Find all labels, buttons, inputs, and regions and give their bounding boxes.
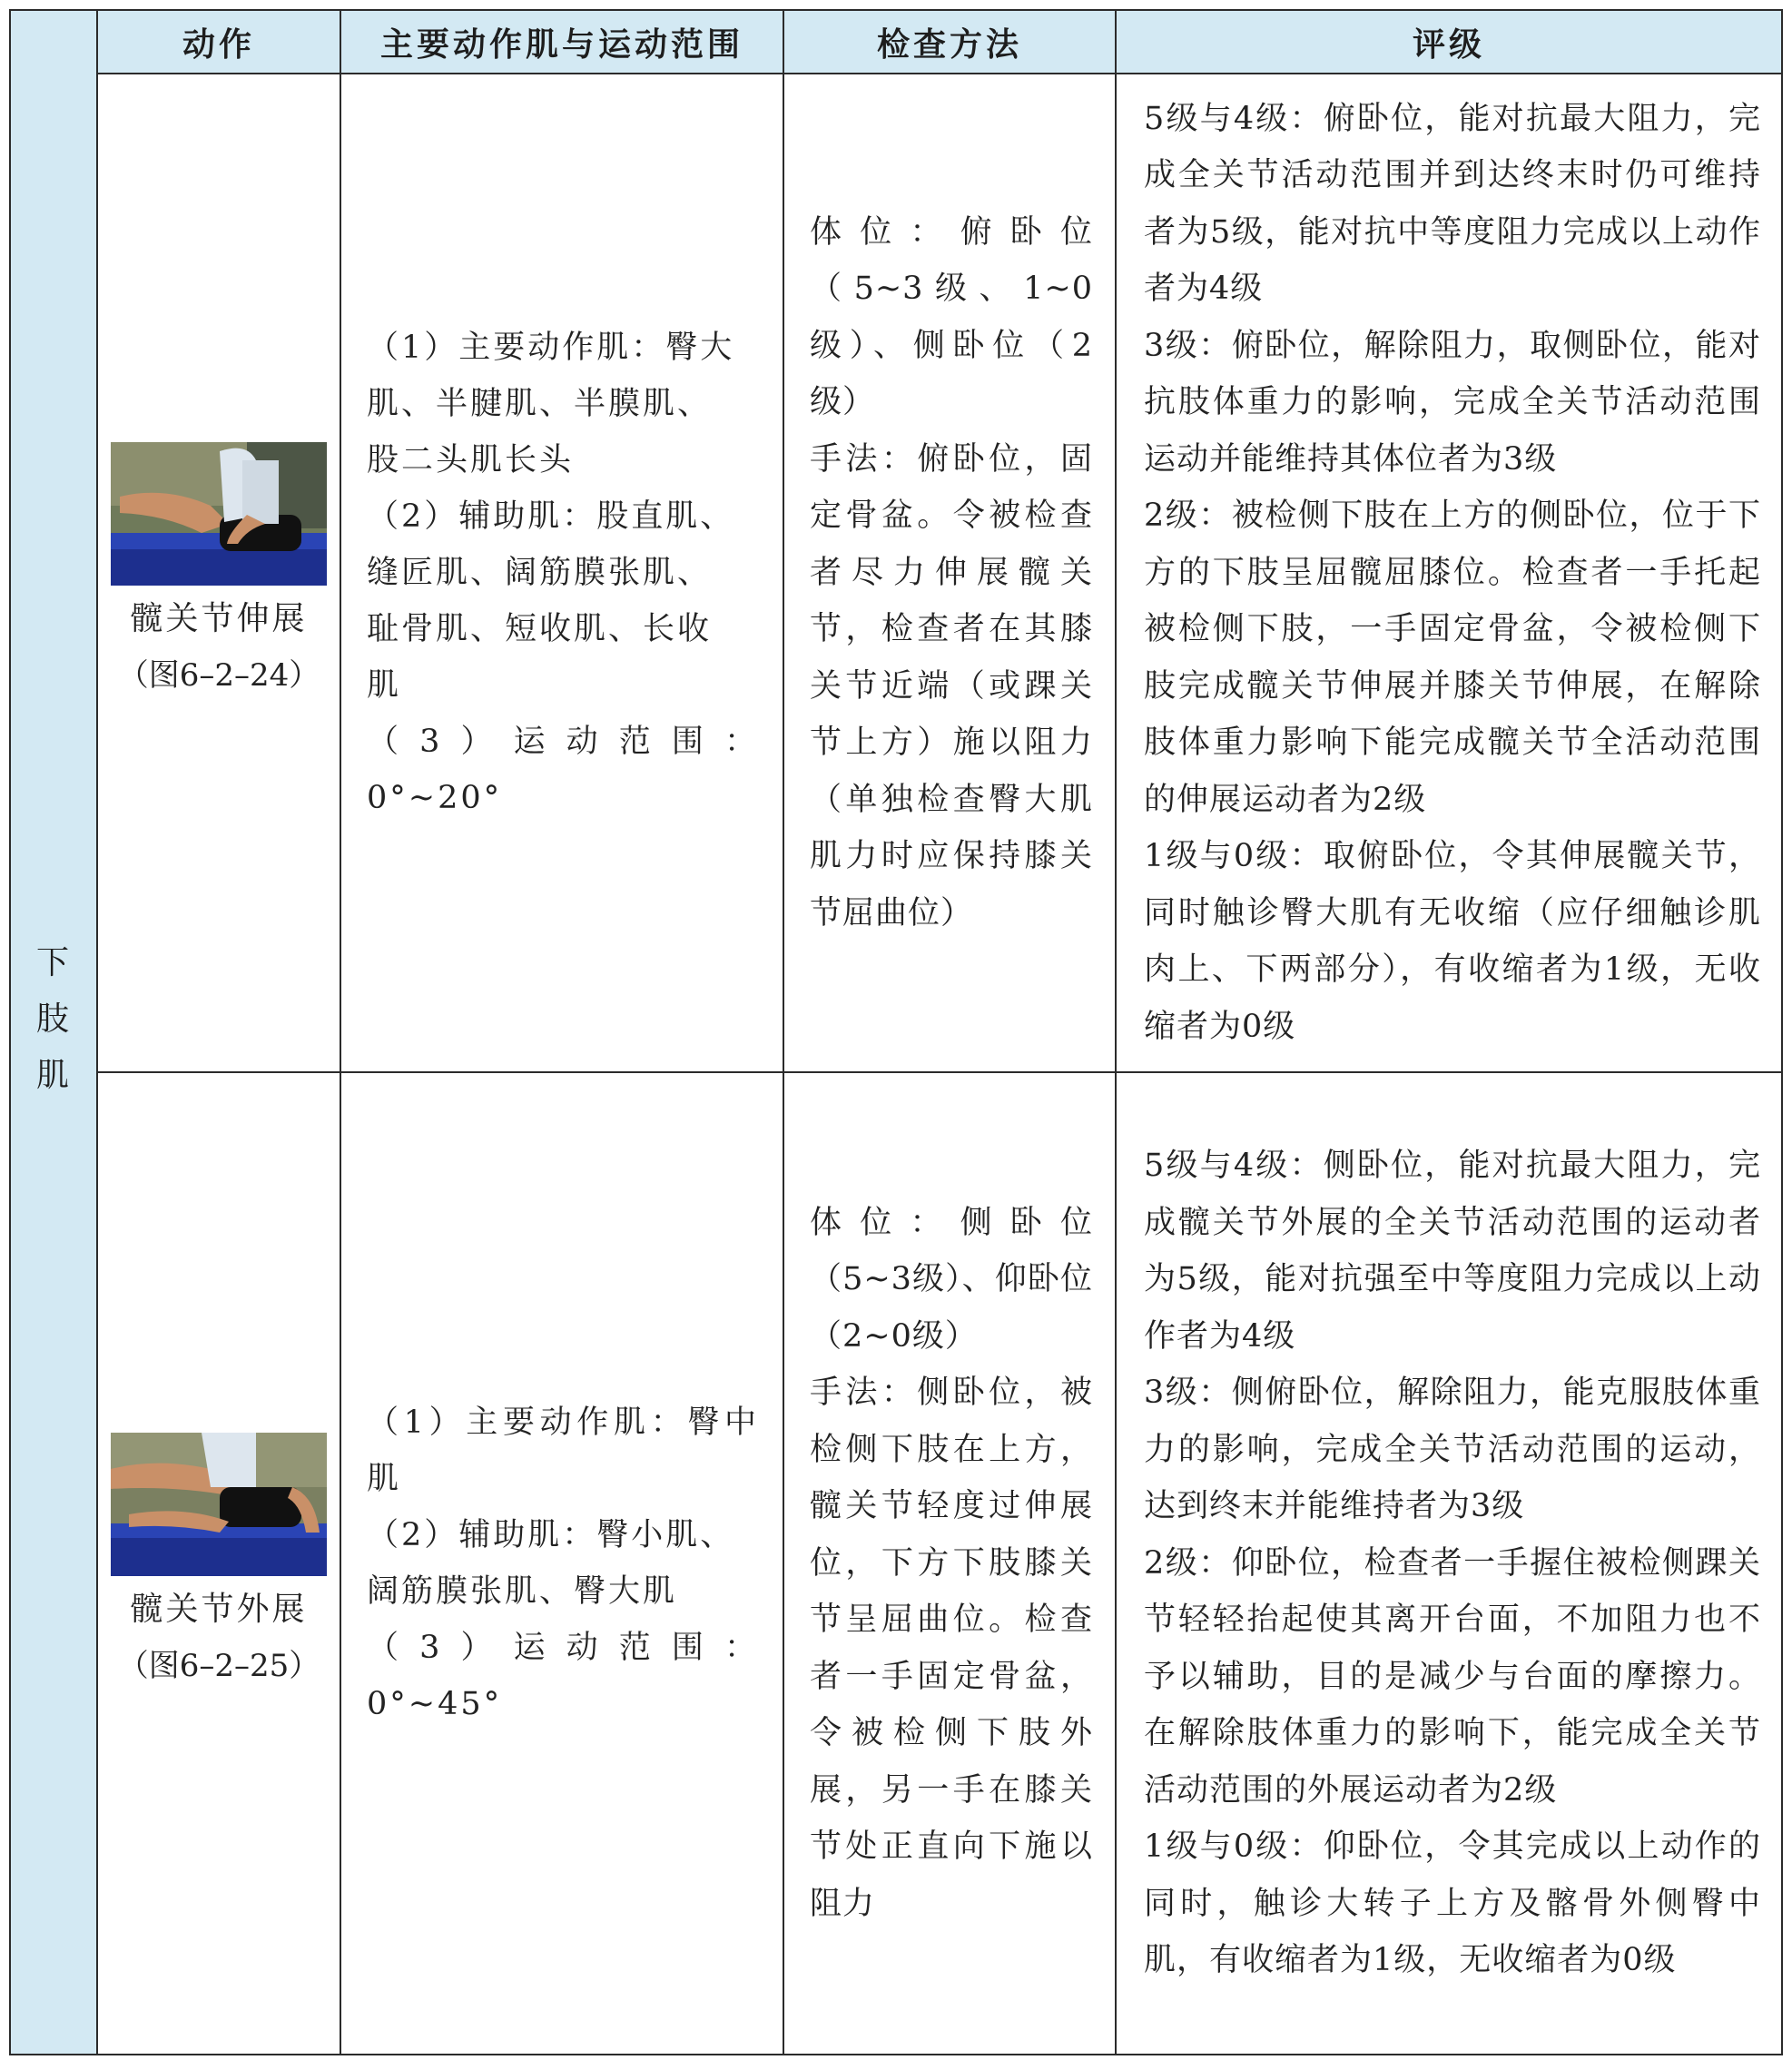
table-row <box>10 74 1782 1072</box>
method-technique: 手法：俯卧位，固定骨盆。令被检查者尽力伸展髋关节，检查者在其膝关节近端（或踝关节上方）施以阻力（单独检查臀大肌肌力时应保持膝关节屈曲位） <box>810 440 1093 931</box>
muscles-line: （1）主要动作肌：臀中肌 <box>367 1405 759 1497</box>
muscles-line: 耻骨肌、短收肌、长收 <box>367 611 713 647</box>
method-position: 体位：俯卧位（5~3级、1~0级）、侧卧位（2级） <box>810 213 1093 421</box>
hip-abduction-photo <box>111 1433 327 1576</box>
action-name: 髋关节外展 <box>130 1591 308 1628</box>
method-technique: 手法：侧卧位，被检侧下肢在上方，髋关节轻度过伸展位，下方下肢膝关节呈屈曲位。检查者一手固定骨盆，令被检侧下肢外展，另一手在膝关节处正直向下施以阻力 <box>810 1375 1093 1922</box>
group-label <box>11 935 94 1104</box>
group-label-text: 下肢肌 <box>35 944 69 1094</box>
method-cell <box>783 74 1116 1072</box>
grade-item: 3级：俯卧位，解除阻力，取侧卧位，能对抗肢体重力的影响，完成全关节活动范围运动并能维持其体位者为3级 <box>1144 327 1761 478</box>
muscles-line: 股二头肌长头 <box>367 442 575 478</box>
header-grade: 评级 <box>1116 10 1782 74</box>
header-action: 动作 <box>97 10 340 74</box>
figure-reference: （图6–2–24） <box>117 657 320 694</box>
grade-cell <box>1116 74 1782 1072</box>
muscles-cell <box>340 74 783 1072</box>
muscle-test-table <box>9 9 1783 2055</box>
grade-item: 1级与0级：仰卧位，令其完成以上动作的同时，触诊大转子上方及髂骨外侧臀中肌，有收缩者为1级，无收缩者为0级 <box>1144 1828 1761 1979</box>
header-muscles: 主要动作肌与运动范围 <box>340 10 783 74</box>
header-row <box>10 10 1782 74</box>
muscles-line: （3）运动范围：0°~45° <box>367 1630 759 1722</box>
muscles-line: 肌、半腱肌、半膜肌、 <box>367 386 713 422</box>
muscles-cell <box>340 1072 783 2055</box>
grade-item: 2级：被检侧下肢在上方的侧卧位，位于下方的下肢呈屈髋屈膝位。检查者一手托起被检侧下肢，一手固定骨盆，令被检侧下肢完成髋关节伸展并膝关节伸展，在解除肢体重力影响下能完成髋关节全活动范围的伸展运动者为2级 <box>1144 498 1761 818</box>
action-cell <box>97 1072 340 2055</box>
grade-item: 1级与0级：取俯卧位，令其伸展髋关节，同时触诊臀大肌有无收缩（应仔细触诊肌肉上、下两部分），有收缩者为1级，无收缩者为0级 <box>1144 838 1761 1045</box>
muscles-line: 缝匠肌、阔筋膜张肌、 <box>367 555 713 591</box>
hip-extension-photo <box>111 442 327 586</box>
grade-item: 2级：仰卧位，检查者一手握住被检侧踝关节轻轻抬起使其离开台面，不加阻力也不予以辅助，目的是减少与台面的摩擦力。在解除肢体重力的影响下，能完成全关节活动范围的外展运动者为2级 <box>1144 1544 1761 1809</box>
table-row <box>10 1072 1782 2055</box>
grade-item: 5级与4级：俯卧位，能对抗最大阻力，完成全关节活动范围并到达终末时仍可维持者为5级，能对抗中等度阻力完成以上动作者为4级 <box>1144 100 1761 308</box>
method-position: 体位：侧卧位（5~3级）、仰卧位（2~0级） <box>810 1204 1093 1355</box>
grade-cell <box>1116 1072 1782 2055</box>
muscles-line: （3）运动范围：0°~20° <box>367 724 759 816</box>
method-cell <box>783 1072 1116 2055</box>
grade-item: 3级：侧俯卧位，解除阻力，能克服肢体重力的影响，完成全关节活动范围的运动，达到终末并能维持者为3级 <box>1144 1375 1761 1525</box>
muscles-line: （1）主要动作肌：臀大 <box>367 330 735 366</box>
muscles-line: 肌 <box>367 667 402 704</box>
muscles-line: （2）辅助肌：臀小肌、 <box>367 1517 735 1553</box>
grade-item: 5级与4级：侧卧位，能对抗最大阻力，完成髋关节外展的全关节活动范围的运动者为5级，能对抗强至中等度阻力完成以上动作者为4级 <box>1144 1148 1761 1355</box>
muscles-line: （2）辅助肌：股直肌、 <box>367 498 735 535</box>
muscles-line: 阔筋膜张肌、臀大肌 <box>367 1573 678 1610</box>
header-method: 检查方法 <box>783 10 1116 74</box>
figure-reference: （图6–2–25） <box>117 1648 320 1684</box>
action-cell <box>97 74 340 1072</box>
action-name: 髋关节伸展 <box>130 600 308 637</box>
